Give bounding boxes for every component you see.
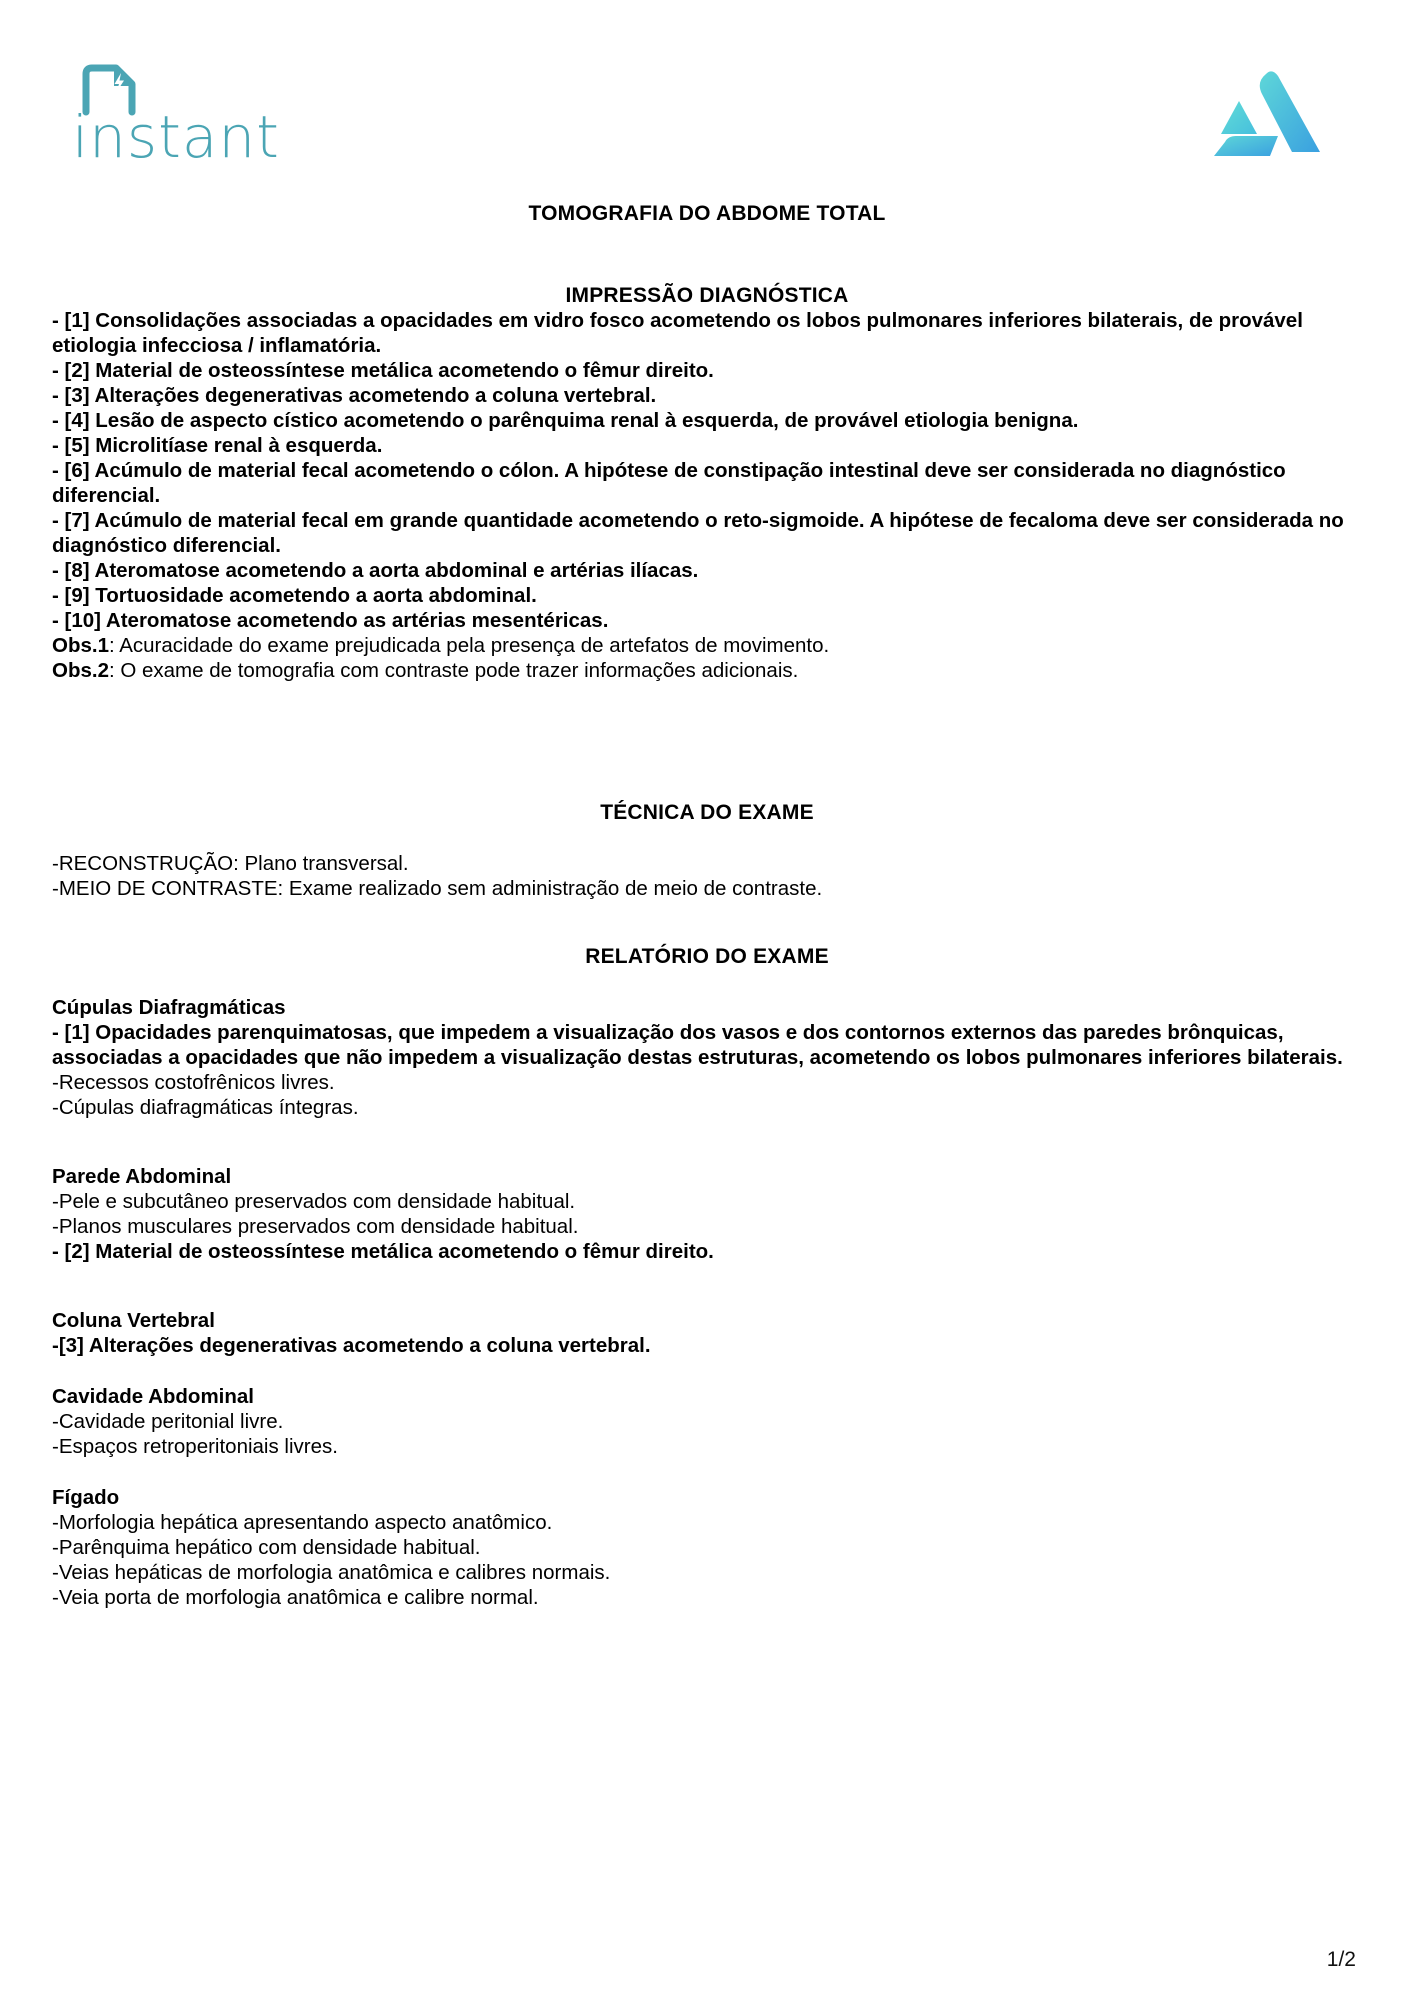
technique-line: -MEIO DE CONTRASTE: Exame realizado sem administração de meio de contraste. [52,877,823,900]
technique-body [0,851,1414,901]
impression-item: - [9] Tortuosidade acometendo a aorta abdominal. [52,584,537,607]
impression-item: - [8] Ateromatose acometendo a aorta abdominal e artérias ilíacas. [52,559,699,582]
report-line: -Espaços retroperitoniais livres. [52,1435,338,1458]
impression-item: - [1] Consolidações associadas a opacidades em vidro fosco acometendo os lobos pulmonares inferiores bilaterais, de provável etiologia infecciosa / inflamatória. [52,309,1303,357]
observation-text: : O exame de tomografia com contraste pode trazer informações adicionais. [108,659,799,682]
report-line: -Pele e subcutâneo preservados com densidade habitual. [52,1190,576,1213]
impression-item: - [4] Lesão de aspecto cístico acometendo o parênquima renal à esquerda, de provável etiologia benigna. [52,409,1079,432]
document-bolt-icon [80,62,142,124]
impression-item: - [2] Material de osteossíntese metálica acometendo o fêmur direito. [52,359,714,382]
report-section-title: Fígado [52,1486,120,1509]
letter-a-logo-icon [1192,66,1322,156]
page-title: TOMOGRAFIA DO ABDOME TOTAL [528,202,886,225]
observation-line [52,658,1364,683]
impression-body [0,308,1414,683]
observation-label: Obs.2 [52,659,109,682]
impression-heading: IMPRESSÃO DIAGNÓSTICA [565,284,849,307]
instant-logo [72,62,280,171]
report-line: -Cavidade peritonial livre. [52,1410,284,1433]
report-line: -Cúpulas diafragmáticas íntegras. [52,1096,359,1119]
observation-text: : Acuracidade do exame prejudicada pela presença de artefatos de movimento. [108,634,830,657]
report-section-title: Cúpulas Diafragmáticas [52,996,286,1019]
report-line: -Veia porta de morfologia anatômica e calibre normal. [52,1586,539,1609]
report-line: -[3] Alterações degenerativas acometendo a coluna vertebral. [52,1334,651,1357]
impression-item: - [10] Ateromatose acometendo as artérias mesentéricas. [52,609,609,632]
report-heading: RELATÓRIO DO EXAME [585,945,829,968]
observation-line [52,633,1364,658]
report-line: -Recessos costofrênicos livres. [52,1071,335,1094]
technique-line: -RECONSTRUÇÃO: Plano transversal. [52,852,409,875]
report-section-title: Cavidade Abdominal [52,1385,254,1408]
report-line: - [2] Material de osteossíntese metálica acometendo o fêmur direito. [52,1240,714,1263]
impression-item: - [3] Alterações degenerativas acometendo a coluna vertebral. [52,384,657,407]
impression-item: - [5] Microlitíase renal à esquerda. [52,434,383,457]
instant-wordmark: instant [72,103,280,171]
impression-item: - [7] Acúmulo de material fecal em grande quantidade acometendo o reto-sigmoide. A hipótese de fecaloma deve ser considerada no diagnóstico diferencial. [52,509,1344,557]
technique-heading: TÉCNICA DO EXAME [600,801,814,824]
report-line: -Parênquima hepático com densidade habitual. [52,1536,481,1559]
report-line: -Veias hepáticas de morfologia anatômica e calibres normais. [52,1561,611,1584]
page-header [0,0,1414,171]
report-line: -Morfologia hepática apresentando aspecto anatômico. [52,1511,553,1534]
page-number: 1/2 [1326,1948,1356,1971]
observation-label: Obs.1 [52,634,109,657]
report-line: -Planos musculares preservados com densidade habitual. [52,1215,579,1238]
report-line: - [1] Opacidades parenquimatosas, que impedem a visualização dos vasos e dos contornos externos das paredes brônquicas, associadas a opacidades que não impedem a visualização destas estruturas, acometendo os lobos pulmonares inferiores bilaterais. [52,1021,1343,1069]
report-section-title: Parede Abdominal [52,1165,232,1188]
impression-item: - [6] Acúmulo de material fecal acometendo o cólon. A hipótese de constipação intestinal deve ser considerada no diagnóstico diferencial. [52,459,1286,507]
report-body [0,995,1414,1610]
report-section-title: Coluna Vertebral [52,1309,215,1332]
